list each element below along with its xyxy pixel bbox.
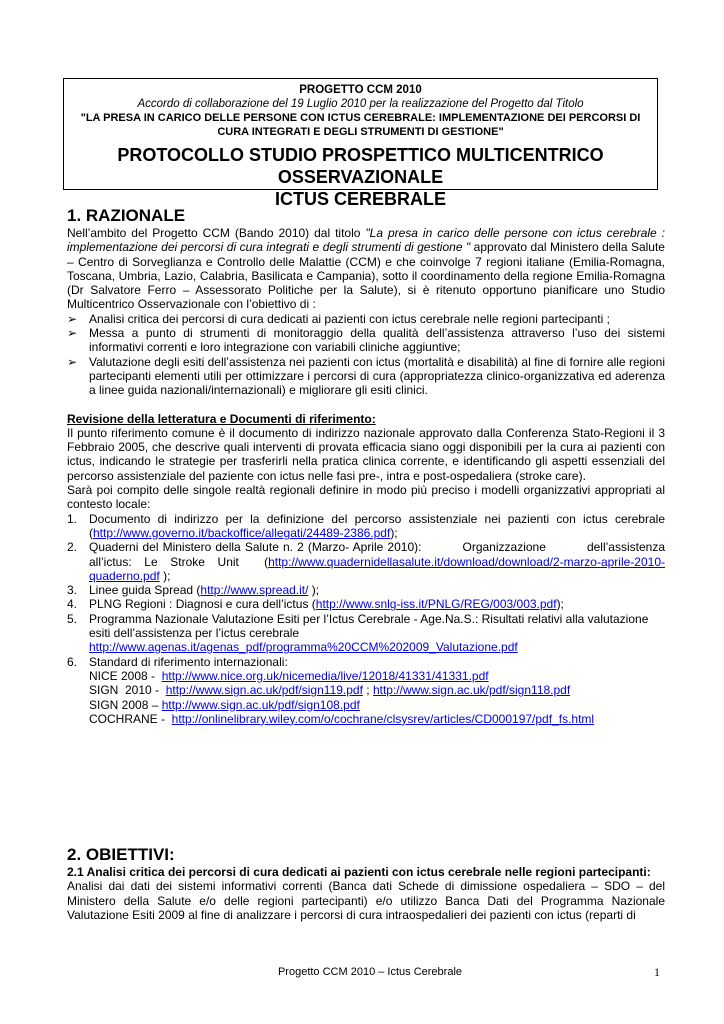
intro-text-b: approvato dal Ministero della Salute – Centro di Sorveglianza e Controllo delle Malattie (CCM) e che coinvolge 7 regioni italiane (Emilia-Romagna, Toscana, Umbria, Lazio, Calabria, Basilicata e Campania), sotto il coordinamento della regione Emilia-Romagna (Dr Salvatore Ferro – Assessorato Politiche per la Salute), si è ritenuto opportuno pianificare uno Studio Multicentrico Osservazionale con l’obiettivo di :	[67, 240, 665, 312]
project-label: PROGETTO CCM 2010	[299, 84, 422, 96]
ref-text: Quaderni del Ministero della Salute n. 2 (Marzo- Aprile 2010): Organizzazione dell’assistenza all’ictus: Le Stroke Unit (	[89, 540, 669, 569]
arrow-bullet-icon: ➢	[67, 354, 78, 369]
cochrane-label: COCHRANE -	[89, 711, 172, 726]
protocol-title	[64, 144, 657, 210]
intro-paragraph	[67, 226, 665, 312]
ref-number: 1.	[67, 511, 78, 526]
agreement-line: Accordo di collaborazione del 19 Luglio 2010 per la realizzazione del Progetto dal Titolo	[137, 98, 584, 110]
protocol-title-line-1: PROTOCOLLO STUDIO PROSPETTICO MULTICENTRICO OSSERVAZIONALE	[117, 145, 604, 187]
review-paragraph-2: Sarà poi compito delle singole realtà regionali definire in modo più preciso i modelli organizzativi appropriati al contesto locale:	[67, 483, 665, 512]
ref-link[interactable]: http://www.agenas.it/agenas_pdf/programma%20CCM%202009_Valutazione.pdf	[89, 640, 518, 655]
references-list	[67, 511, 669, 726]
section-2-paragraph: Analisi dai dati dei sistemi informativi correnti (Banca dati Schede di dimissione ospedaliera – SDO – del Ministero della Salute e/o delle regioni partecipanti) e/o utilizzo Banca Dati del Programma Nazionale Valutazione Esiti 2009 al fine di analizzare i percorsi di cura intraospedalieri dei pazienti con ictus (reparti di	[67, 879, 665, 922]
section-2-heading: 2. OBIETTIVI:	[67, 845, 175, 864]
section-obiettivi	[67, 845, 665, 922]
sign-separator: ;	[362, 683, 373, 698]
section-2-1-heading: 2.1 Analisi critica dei percorsi di cura dedicati ai pazienti con ictus cerebrale nelle regioni partecipanti:	[67, 865, 651, 879]
list-item	[67, 355, 665, 398]
list-item	[67, 326, 665, 355]
project-title: "LA PRESA IN CARICO DELLE PERSONE CON ICTUS CEREBRALE: IMPLEMENTAZIONE DEI PERCORSI DI CURA INTEGRATI E DEGLI STRUMENTI DI GESTIONE"	[80, 112, 641, 138]
sign108-link[interactable]: http://www.sign.ac.uk/pdf/sign108.pdf	[161, 697, 360, 712]
sign2008-label: SIGN 2008 –	[89, 697, 162, 712]
ref-text: Documento di indirizzo per la definizione del percorso assistenziale nei pazienti con ictus cerebrale (	[89, 511, 665, 540]
ref-link[interactable]: http://www.spread.it/	[200, 583, 309, 598]
sign2010-label: SIGN 2010 -	[89, 683, 166, 698]
list-item-text: Messa a punto di strumenti di monitoraggio della qualità dell’assistenza attraverso l’uso dei sistemi informativi correnti e loro integrazione con variabili cliniche aggiuntive;	[89, 326, 665, 355]
ref-number: 4.	[67, 597, 78, 612]
arrow-bullet-icon: ➢	[67, 311, 78, 326]
ref-link[interactable]: http://www.governo.it/backoffice/allegati/24489-2386.pdf	[93, 525, 391, 540]
ref-end: );	[390, 525, 398, 540]
intro-title: "La presa in carico delle persone con ictus cerebrale : implementazione dei percorsi di cura integrati e degli strumenti di gestione "	[67, 226, 665, 255]
ref-text: PLNG Regioni : Diagnosi e cura dell’ictus (	[89, 597, 316, 612]
cochrane-link[interactable]: http://onlinelibrary.wiley.com/o/cochrane/clsysrev/articles/CD000197/pdf_fs.html	[171, 711, 595, 726]
nice-link[interactable]: http://www.nice.org.uk/nicemedia/live/12018/41331/41331.pdf	[161, 668, 489, 683]
ref-end: );	[556, 597, 564, 612]
reference-item	[67, 655, 665, 726]
ref-number: 6.	[67, 654, 78, 669]
ref-link[interactable]: http://www.snlg-iss.it/PNLG/REG/003/003.pdf	[315, 597, 557, 612]
review-heading: Revisione della letteratura e Documenti di riferimento:	[67, 411, 376, 426]
ref-text: Standard di riferimento internazionali:	[89, 654, 288, 669]
ref-end: );	[308, 583, 320, 598]
ref-text: Linee guida Spread (	[89, 583, 201, 598]
header-box	[63, 78, 658, 209]
reference-item	[67, 612, 665, 655]
list-item-text: Analisi critica dei percorsi di cura dedicati ai pazienti con ictus cerebrale nelle regioni partecipanti ;	[89, 311, 610, 326]
list-item-text: Valutazione degli esiti dell’assistenza nei pazienti con ictus (mortalità e disabilità) al fine di fornire alle regioni partecipanti elementi utili per ottimizzare i percorsi di cura (appropriatezza clinico-organizzativa ed aderenza a linee guida nazionali/internazionali) e migliorare gli esiti clinici.	[89, 354, 665, 398]
arrow-bullet-icon: ➢	[67, 326, 78, 341]
ref-link[interactable]: http://www.quadernidellasalute.it/download/download/2-marzo-aprile-2010-quaderno.pdf	[89, 554, 665, 583]
reference-item	[67, 583, 665, 597]
section-1-heading: 1. RAZIONALE	[67, 206, 186, 225]
review-paragraph-1: Il punto riferimento comune è il documento di indirizzo nazionale approvato dalla Conferenza Stato-Regioni il 3 Febbraio 2005, che descrive quali interventi di provata efficacia siano oggi disponibili per la cura ai pazienti con ictus, indicando le strategie per trasferirli nella pratica clinica corrente, e identificando gli aspetti essenziali del percorso assistenziale del paziente con ictus nelle fasi pre-, intra e post-ospedaliera (stroke care).	[67, 425, 665, 483]
page-number: 1	[654, 965, 660, 979]
objectives-list	[67, 312, 665, 398]
sign119-link[interactable]: http://www.sign.ac.uk/pdf/sign119.pdf	[165, 683, 363, 698]
intro-text-a: Nell’ambito del Progetto CCM (Bando 2010) dal titolo	[67, 226, 366, 240]
footer-text: Progetto CCM 2010 – Ictus Cerebrale	[277, 966, 463, 978]
sign118-link[interactable]: http://www.sign.ac.uk/pdf/sign118.pdf	[372, 683, 571, 698]
reference-item	[67, 540, 669, 583]
ref-text: Programma Nazionale Valutazione Esiti per l’Ictus Cerebrale - Age.Na.S.: Risultati relativi alla valutazione esiti dell’assistenza per l’ictus cerebrale	[89, 611, 649, 641]
ref-number: 3.	[67, 583, 78, 598]
nice-label: NICE 2008 -	[89, 668, 162, 683]
reference-item	[67, 512, 665, 541]
reference-item	[67, 597, 665, 611]
ref-end: );	[159, 568, 171, 583]
list-item	[67, 312, 665, 326]
section-razionale	[67, 206, 669, 726]
protocol-title-line-2: ICTUS CEREBRALE	[274, 189, 446, 209]
ref-number: 5.	[67, 611, 78, 626]
ref-number: 2.	[67, 540, 78, 555]
